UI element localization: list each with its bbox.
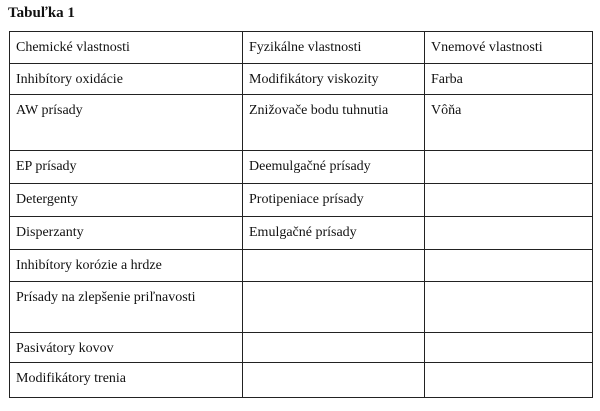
- cell-text: Inhibítory oxidácie: [16, 72, 123, 87]
- cell-text: Farba: [431, 72, 463, 87]
- table-cell: [425, 363, 593, 398]
- table-cell: [10, 151, 243, 184]
- table-caption: Tabuľka 1: [8, 5, 75, 21]
- cell-text: Vôňa: [431, 103, 462, 118]
- table-cell: [425, 151, 593, 184]
- table-header-row: [10, 32, 593, 64]
- table-cell: [425, 282, 593, 333]
- cell-text: Deemulgačné prísady: [249, 159, 371, 174]
- table-cell: [243, 250, 425, 282]
- table-row: [10, 282, 593, 333]
- table-cell: [425, 250, 593, 282]
- table-row: [10, 250, 593, 282]
- table-cell: [425, 64, 593, 95]
- table-cell: [243, 282, 425, 333]
- table-row: [10, 333, 593, 363]
- header-cell: [10, 32, 243, 64]
- table-row: [10, 363, 593, 398]
- header-cell: [425, 32, 593, 64]
- table-cell: [10, 184, 243, 217]
- table-cell: [243, 95, 425, 151]
- table-cell: [243, 184, 425, 217]
- table-cell: [10, 363, 243, 398]
- cell-text: Inhibítory korózie a hrdze: [16, 258, 162, 273]
- table-cell: [425, 184, 593, 217]
- header-label: Chemické vlastnosti: [16, 40, 130, 55]
- cell-text: Modifikátory trenia: [16, 371, 127, 386]
- cell-text: Emulgačné prísady: [249, 225, 357, 240]
- table-row: [10, 64, 593, 95]
- cell-text: Pasivátory kovov: [16, 341, 114, 356]
- header-label: Fyzikálne vlastnosti: [249, 40, 362, 55]
- table-row: [10, 151, 593, 184]
- table-cell: [10, 333, 243, 363]
- cell-text: Disperzanty: [16, 225, 84, 240]
- table-cell: [10, 217, 243, 250]
- table-cell: [425, 95, 593, 151]
- table-cell: [10, 95, 243, 151]
- header-cell: [243, 32, 425, 64]
- table-row: [10, 95, 593, 151]
- table-cell: [425, 333, 593, 363]
- cell-text: Protipeniace prísady: [249, 192, 364, 207]
- table-cell: [243, 333, 425, 363]
- table-cell: [243, 151, 425, 184]
- table-cell: [10, 282, 243, 333]
- table-cell: [425, 217, 593, 250]
- table-cell: [10, 64, 243, 95]
- table-cell: [243, 363, 425, 398]
- cell-text: Modifikátory viskozity: [249, 72, 379, 87]
- cell-text: Znižovače bodu tuhnutia: [249, 103, 389, 118]
- table-row: [10, 184, 593, 217]
- properties-table: [9, 31, 593, 398]
- cell-text: Detergenty: [16, 192, 78, 207]
- table-row: [10, 217, 593, 250]
- header-label: Vnemové vlastnosti: [431, 40, 543, 55]
- table-cell: [243, 64, 425, 95]
- cell-text: EP prísady: [16, 159, 77, 174]
- table-cell: [243, 217, 425, 250]
- cell-text: AW prísady: [16, 103, 83, 118]
- table-cell: [10, 250, 243, 282]
- cell-text: Prísady na zlepšenie priľnavosti: [16, 290, 196, 305]
